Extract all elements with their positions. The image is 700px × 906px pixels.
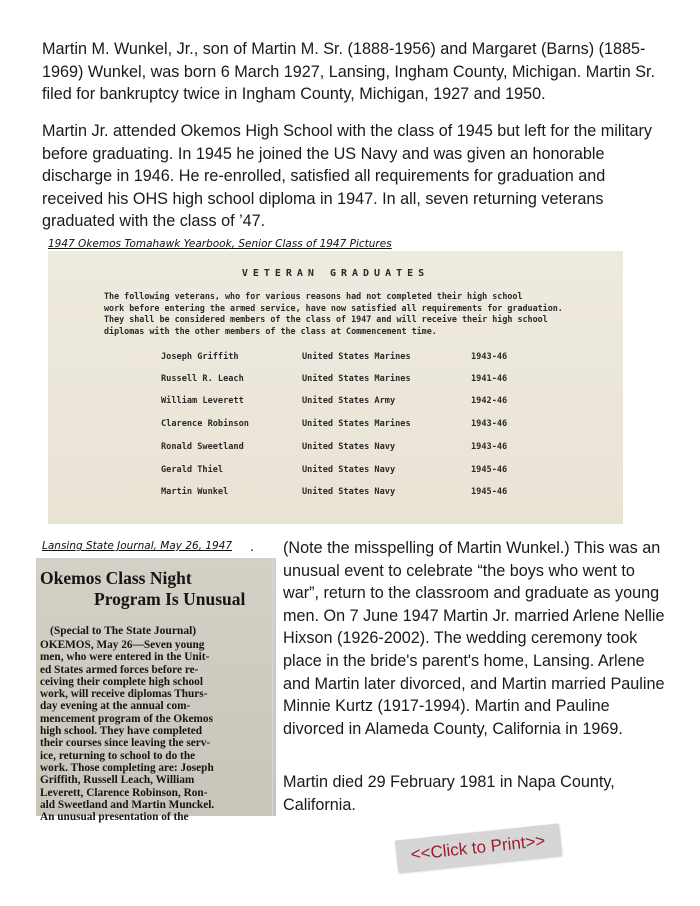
veteran-name: Martin Wunkel: [161, 487, 229, 497]
veteran-name: Gerald Thiel: [161, 465, 224, 475]
veteran-name: Ronald Sweetland: [161, 442, 244, 452]
marriage-paragraph: (Note the misspelling of Martin Wunkel.) This was an unusual event to celebrate “the boys who went to war”, return to the classroom and graduate as young men. On 7 June 1947 Martin Jr. married Arlene Nellie Hixson (1926-2002). The wedding ceremony took place in the bride's parent's home, Lansing. Arlene and Martin later divorced, and Martin married Pauline Minnie Kurtz (1917-1994). Martin and Pauline divorced in Alameda County, California in 1969.: [283, 539, 665, 738]
yearbook-intro: [104, 291, 604, 337]
veteran-row: [48, 465, 623, 477]
newspaper-byline: (Special to The State Journal): [50, 625, 197, 637]
newspaper-line: their courses since leaving the serv-: [40, 737, 211, 750]
newspaper-line: OKEMOS, May 26—Seven young: [40, 639, 205, 651]
newspaper-line: work, will receive diplomas Thurs-: [40, 688, 208, 701]
veteran-row: [48, 396, 623, 408]
veteran-row: [48, 442, 623, 454]
yearbook-intro-line: work before entering the armed service, have now satisfied all requirements for graduation.: [104, 302, 563, 313]
newspaper-line: men, who were entered in the Unit-: [40, 651, 210, 664]
newspaper-source-link: Lansing State Journal, May 26, 1947: [42, 540, 233, 552]
newspaper-line: An unusual presentation of the: [40, 811, 189, 824]
yearbook-caption: [48, 238, 392, 250]
newspaper-line: Leverett, Clarence Robinson, Ron-: [40, 786, 208, 799]
newspaper-line: day evening at the annual com-: [40, 700, 191, 713]
intro-paragraph: Martin M. Wunkel, Jr., son of Martin M. Sr. (1888-1956) and Margaret (Barns) (1885-1969) Wunkel, was born 6 March 1927, Lansing, Ingham County, Michigan. Martin Sr. filed for bankruptcy twice in Ingham County, Michigan, 1927 and 1950.: [42, 40, 656, 103]
yearbook-heading: VETERAN GRADUATES: [241, 268, 430, 279]
newspaper-caption: [42, 540, 232, 552]
newspaper-headline-line2: Program Is Unusual: [94, 589, 246, 609]
clipping-edge: [272, 558, 277, 816]
newspaper-line: high school. They have completed: [40, 725, 203, 738]
veteran-row: [48, 352, 623, 364]
veteran-years: 1942-46: [471, 396, 508, 406]
veteran-row: [48, 374, 623, 386]
veteran-row: [48, 487, 623, 499]
veteran-years: 1943-46: [471, 352, 508, 362]
newspaper-headline-line1: Okemos Class Night: [40, 568, 192, 588]
veteran-branch: United States Navy: [302, 465, 396, 475]
newspaper-clipping: [36, 558, 276, 824]
newspaper-line: Griffith, Russell Leach, William: [40, 774, 195, 787]
newspaper-line: ed States armed forces before re-: [40, 663, 199, 676]
veteran-branch: United States Navy: [302, 442, 396, 452]
newspaper-line: ald Sweetland and Martin Munckel.: [40, 798, 215, 811]
veteran-branch: United States Navy: [302, 487, 396, 497]
newspaper-line: mencement program of the Okemos: [40, 712, 213, 725]
newspaper-line: work. Those completing are: Joseph: [40, 761, 214, 774]
veteran-name: William Leverett: [161, 396, 244, 406]
veteran-branch: United States Army: [302, 396, 396, 406]
veteran-branch: United States Marines: [302, 419, 411, 429]
veteran-name: Clarence Robinson: [161, 419, 249, 429]
veteran-branch: United States Marines: [302, 352, 411, 362]
veteran-branch: United States Marines: [302, 374, 411, 384]
death-paragraph: Martin died 29 February 1981 in Napa County, California.: [283, 773, 615, 814]
veteran-row: [48, 419, 623, 431]
veteran-years: 1941-46: [471, 374, 508, 384]
veteran-years: 1943-46: [471, 419, 508, 429]
school-paragraph: Martin Jr. attended Okemos High School with the class of 1945 but left for the military before graduating. In 1945 he joined the US Navy and was given an honorable discharge in 1946. He re-enrolled, satisfied all requirements for graduation and received his OHS high school diploma in 1947. In all, seven returning veterans graduated with the class of ’47.: [42, 122, 653, 230]
veteran-years: 1943-46: [471, 442, 508, 452]
newspaper-line: ceiving their complete high school: [40, 675, 203, 688]
yearbook-clipping: [48, 251, 623, 524]
veteran-years: 1945-46: [471, 465, 508, 475]
yearbook-source-link: 1947 Okemos Tomahawk Yearbook: [48, 238, 232, 250]
veteran-name: Russell R. Leach: [161, 374, 244, 384]
yearbook-intro-line: The following veterans, who for various reasons had not completed their high school: [104, 291, 523, 301]
yearbook-intro-line: They shall be considered members of the class of 1947 and will receive their high school: [104, 314, 548, 325]
veteran-name: Joseph Griffith: [161, 352, 239, 362]
yearbook-caption-rest: , Senior Class of 1947 Pictures: [231, 238, 392, 250]
caption-period: .: [250, 538, 255, 555]
yearbook-intro-line: diplomas with the other members of the class at Commencement time.: [104, 325, 437, 336]
veteran-years: 1945-46: [471, 487, 508, 497]
newspaper-body: [40, 639, 272, 823]
newspaper-line: ice, returning to school to do the: [40, 749, 196, 762]
print-button[interactable]: <<Click to Print>>: [395, 824, 561, 873]
